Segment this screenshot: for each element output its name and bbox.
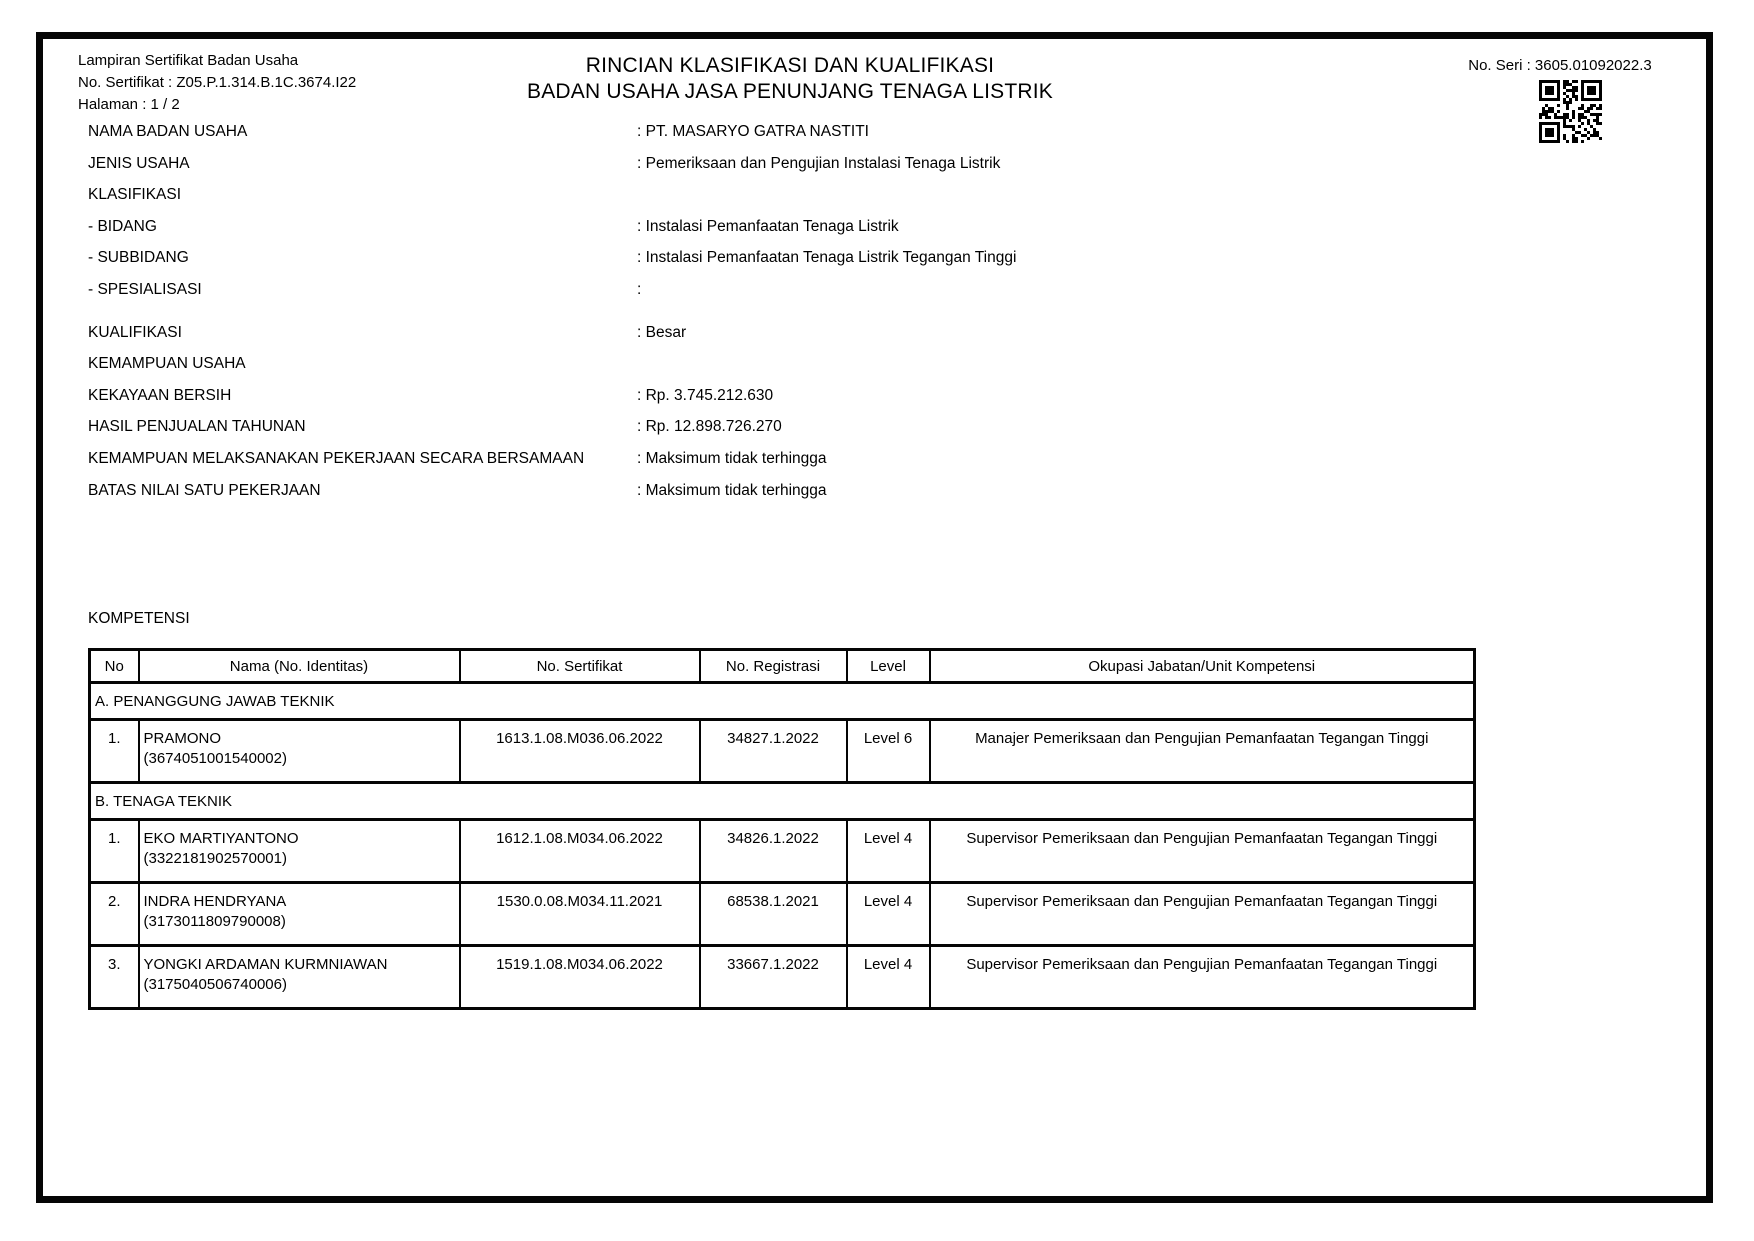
field-row bbox=[88, 355, 1488, 387]
certificate-number-line: No. Sertifikat : Z05.P.1.314.B.1C.3674.I22 bbox=[78, 74, 357, 91]
title-line-1: RINCIAN KLASIFIKASI DAN KUALIFIKASI bbox=[585, 54, 995, 77]
cell-name bbox=[139, 946, 460, 1009]
cell-okupasi: Supervisor Pemeriksaan dan Pengujian Pemanfaatan Tegangan Tinggi bbox=[930, 883, 1475, 946]
cell-no: 3. bbox=[90, 946, 139, 1009]
document-title bbox=[95, 53, 1485, 105]
field-row bbox=[88, 387, 1488, 419]
field-row bbox=[88, 281, 1488, 313]
title-line-2: BADAN USAHA JASA PENUNJANG TENAGA LISTRIK bbox=[527, 80, 1053, 103]
section-row bbox=[90, 783, 1475, 820]
field-value: : Pemeriksaan dan Pengujian Instalasi Tenaga Listrik bbox=[637, 154, 1001, 172]
field-label: - BIDANG bbox=[88, 217, 157, 235]
cell-name bbox=[139, 883, 460, 946]
table-row bbox=[90, 883, 1475, 946]
field-label: KEMAMPUAN MELAKSANAKAN PEKERJAAN SECARA BERSAMAAN bbox=[88, 449, 585, 467]
field-label: JENIS USAHA bbox=[88, 154, 190, 172]
cell-registration: 34826.1.2022 bbox=[700, 820, 847, 883]
section-title: B. TENAGA TEKNIK bbox=[90, 783, 1475, 820]
cell-okupasi: Supervisor Pemeriksaan dan Pengujian Pemanfaatan Tegangan Tinggi bbox=[930, 946, 1475, 1009]
field-label: KEKAYAAN BERSIH bbox=[88, 386, 232, 404]
serial-number: No. Seri : 3605.01092022.3 bbox=[1468, 57, 1652, 74]
cell-name bbox=[139, 820, 460, 883]
field-value: : Instalasi Pemanfaatan Tenaga Listrik bbox=[637, 217, 899, 235]
person-identity: (3322181902570001) bbox=[143, 850, 287, 867]
column-header: No. Sertifikat bbox=[460, 650, 700, 683]
person-name: INDRA HENDRYANA bbox=[143, 893, 287, 910]
field-row bbox=[88, 324, 1488, 356]
cell-level: Level 6 bbox=[847, 720, 930, 783]
field-row bbox=[88, 155, 1488, 187]
kompetensi-table-body bbox=[90, 683, 1475, 1009]
column-header: Okupasi Jabatan/Unit Kompetensi bbox=[930, 650, 1475, 683]
cell-certificate: 1530.0.08.M034.11.2021 bbox=[460, 883, 700, 946]
cell-certificate: 1613.1.08.M036.06.2022 bbox=[460, 720, 700, 783]
field-value: : Besar bbox=[637, 323, 687, 341]
person-name: EKO MARTIYANTONO bbox=[143, 830, 299, 847]
cell-registration: 68538.1.2021 bbox=[700, 883, 847, 946]
field-value: : PT. MASARYO GATRA NASTITI bbox=[637, 123, 869, 140]
cell-no: 1. bbox=[90, 720, 139, 783]
field-label: - SPESIALISASI bbox=[88, 280, 202, 298]
field-value: : Maksimum tidak terhingga bbox=[637, 481, 827, 499]
cell-name bbox=[139, 720, 460, 783]
field-label: KLASIFIKASI bbox=[88, 186, 182, 204]
table-header-row bbox=[90, 650, 1475, 683]
cell-level: Level 4 bbox=[847, 820, 930, 883]
field-value: : Rp. 12.898.726.270 bbox=[637, 418, 782, 436]
person-identity: (3173011809790008) bbox=[143, 913, 286, 930]
field-label: HASIL PENJUALAN TAHUNAN bbox=[88, 418, 306, 436]
cell-registration: 34827.1.2022 bbox=[700, 720, 847, 783]
field-row bbox=[88, 123, 1488, 155]
person-name: YONGKI ARDAMAN KURMNIAWAN bbox=[143, 956, 388, 973]
field-label: BATAS NILAI SATU PEKERJAAN bbox=[88, 481, 321, 499]
column-header: No. Registrasi bbox=[700, 650, 847, 683]
field-row bbox=[88, 186, 1488, 218]
column-header: Level bbox=[847, 650, 930, 683]
kompetensi-table-header bbox=[90, 650, 1475, 683]
cell-okupasi: Supervisor Pemeriksaan dan Pengujian Pemanfaatan Tegangan Tinggi bbox=[930, 820, 1475, 883]
cell-registration: 33667.1.2022 bbox=[700, 946, 847, 1009]
field-value: : Maksimum tidak terhingga bbox=[637, 449, 827, 467]
field-value: : Rp. 3.745.212.630 bbox=[637, 386, 774, 404]
field-label: KEMAMPUAN USAHA bbox=[88, 355, 246, 373]
field-label: NAMA BADAN USAHA bbox=[88, 123, 248, 140]
cell-certificate: 1612.1.08.M034.06.2022 bbox=[460, 820, 700, 883]
kompetensi-table bbox=[88, 648, 1476, 1010]
field-label: - SUBBIDANG bbox=[88, 249, 189, 267]
field-value: : bbox=[637, 280, 642, 298]
section-title: A. PENANGGUNG JAWAB TEKNIK bbox=[90, 683, 1475, 720]
cell-no: 1. bbox=[90, 820, 139, 883]
person-name: PRAMONO bbox=[143, 730, 222, 747]
column-header: No bbox=[90, 650, 139, 683]
person-identity: (3674051001540002) bbox=[143, 750, 287, 767]
field-row bbox=[88, 482, 1488, 514]
lampiran-line: Lampiran Sertifikat Badan Usaha bbox=[78, 52, 299, 69]
person-identity: (3175040506740006) bbox=[143, 976, 287, 993]
field-row bbox=[88, 450, 1488, 482]
section-row bbox=[90, 683, 1475, 720]
cell-level: Level 4 bbox=[847, 946, 930, 1009]
kompetensi-heading: KOMPETENSI bbox=[88, 610, 190, 627]
table-row bbox=[90, 946, 1475, 1009]
field-row bbox=[88, 249, 1488, 281]
table-row bbox=[90, 820, 1475, 883]
field-row bbox=[88, 418, 1488, 450]
field-label: KUALIFIKASI bbox=[88, 323, 182, 341]
fields-section bbox=[88, 123, 1488, 513]
cell-no: 2. bbox=[90, 883, 139, 946]
column-header: Nama (No. Identitas) bbox=[139, 650, 460, 683]
cell-certificate: 1519.1.08.M034.06.2022 bbox=[460, 946, 700, 1009]
cell-level: Level 4 bbox=[847, 883, 930, 946]
cell-okupasi: Manajer Pemeriksaan dan Pengujian Pemanfaatan Tegangan Tinggi bbox=[930, 720, 1475, 783]
table-row bbox=[90, 720, 1475, 783]
field-row bbox=[88, 218, 1488, 250]
page-number-line: Halaman : 1 / 2 bbox=[78, 96, 180, 113]
qr-code-icon bbox=[1539, 80, 1602, 143]
field-value: : Instalasi Pemanfaatan Tenaga Listrik Tegangan Tinggi bbox=[637, 249, 1017, 267]
